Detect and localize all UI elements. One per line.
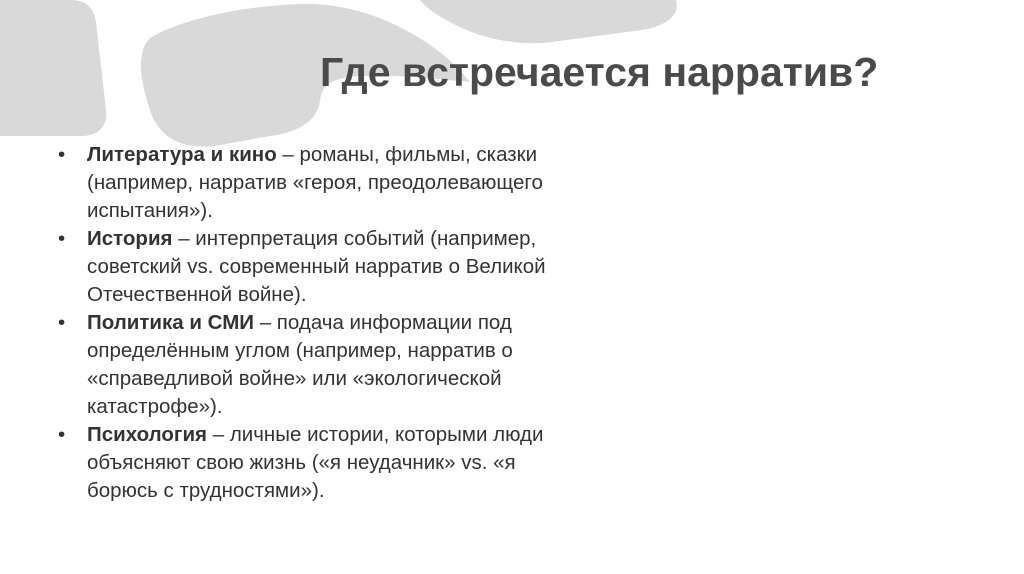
bullet-item-literature	[58, 141, 578, 225]
decor-shape-right	[420, 0, 677, 43]
bullet-text: – интерпретация событий (например, советский vs. современный нарратив о Великой Отечественной войне).	[87, 227, 546, 306]
bullet-term: История	[87, 227, 173, 250]
slide-title: Где встречается нарратив?	[320, 49, 879, 95]
bullet-dot: •	[58, 423, 66, 446]
bullet-term: Литература и кино	[87, 143, 277, 166]
bullet-dot: •	[58, 227, 66, 250]
bullet-dot: •	[58, 311, 66, 334]
bullet-list	[58, 141, 578, 505]
bullet-term: Политика и СМИ	[87, 311, 255, 334]
bullet-item-politics	[58, 309, 578, 421]
decor-shape-left	[0, 0, 106, 136]
bullet-term: Психология	[87, 423, 208, 446]
bullet-item-history	[58, 225, 578, 309]
bullet-dot: •	[58, 143, 66, 166]
bullet-text: – подача информации под определённым углом (например, нарратив о «справедливой войне» или «экологической катастрофе»).	[87, 311, 513, 418]
bullet-text: – романы, фильмы, сказки (например, нарратив «героя, преодолевающего испытания»).	[87, 143, 543, 222]
bullet-text: – личные истории, которыми люди объясняют свою жизнь («я неудачник» vs. «я борюсь с трудностями»).	[87, 423, 544, 502]
bullet-item-psychology	[58, 421, 578, 505]
